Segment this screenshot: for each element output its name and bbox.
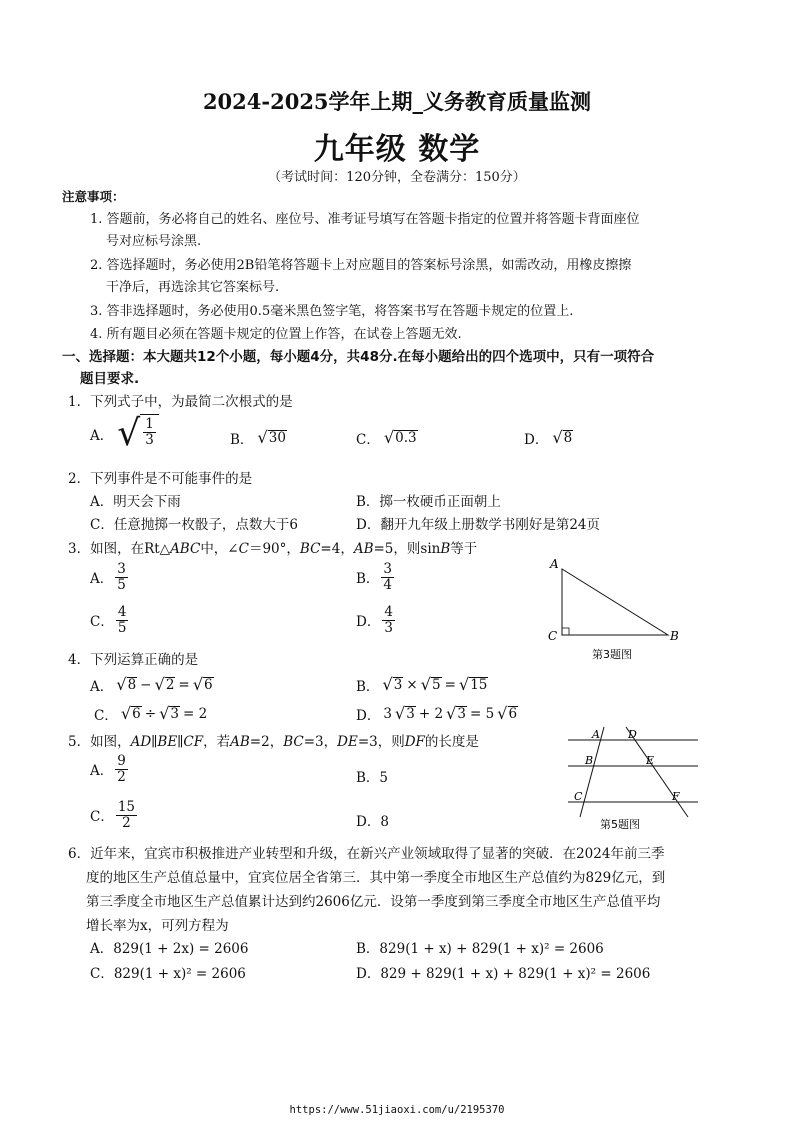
q5-label-b: B [585,754,594,767]
notes-heading: 注意事项： [62,189,125,204]
q3-stem: 3．如图，在Rt△ABC中，∠C＝90°，BC=4，AB=5，则sinB等于 [68,541,478,557]
note-line: 2. 答选择题时，务必使用2B铅笔将答题卡上对应题目的答案标号涂黑，如需改动，用橡皮擦擦 [90,258,632,273]
q1-stem: 1．下列式子中，为最简二次根式的是 [68,394,293,410]
q5-label-f: F [672,790,680,803]
q3-option-d: D． $\frac{4}{3}$ [356,604,393,636]
footer-url: https://www.51jiaoxi.com/u/2195370 [289,1104,505,1116]
q5-label-e: E [646,754,655,767]
q1-option-d: D． √ 8 [524,427,573,448]
q6-stem-line: 6．近年来，宜宾市积极推进产业转型和升级，在新兴产业领域取得了显著的突破．在2024年前三季 [68,846,665,862]
q5-caption: 第5题图 [600,818,640,831]
q5-label-a: A [592,728,600,741]
q3-label-b: B [670,629,679,643]
q1-option-b: B． √ 30 [230,427,286,448]
q6-option-d: D．829 + 829(1 + x) + 829(1 + x)² = 2606 [356,966,651,982]
right-angle-mark [562,628,569,635]
q3-option-c: C． $\frac{4}{5}$ [90,604,127,636]
note-line: 4. 所有题目必须在答题卡规定的位置上作答，在试卷上答题无效. [90,327,462,342]
q5-option-c: C． $\frac{15}{2}$ [90,799,136,831]
q2-option-d: D．翻开九年级上册数学书刚好是第24页 [356,517,601,533]
q5-label-c: C [574,790,583,803]
q1-option-c: C． √ 0.3 [356,427,417,448]
q2-option-a: A．明天会下雨 [90,494,181,510]
q5-figure [560,725,710,835]
q2-option-c: C．任意抛掷一枚骰子，点数大于6 [90,517,298,533]
section1-heading: 一、选择题：本大题共12个小题，每小题4分，共48分.在每小题给出的四个选项中，只有一项符合 [62,349,655,365]
q3-figure [540,555,690,665]
q5-label-d: D [628,728,637,741]
q4-option-c: C． √ 6 ÷ √ 3 = 2 [94,703,208,724]
q5-stem: 5．如图，AD∥BE∥CF，若AB=2，BC=3，DE=3，则DF的长度是 [68,734,479,750]
q3-triangle [562,569,668,635]
section1-heading-cont: 题目要求. [80,371,140,387]
q6-stem-line: 度的地区生产总值总量中，宜宾位居全省第三．其中第一季度全市地区生产总值约为829亿元，到 [86,870,666,886]
q5-option-b: B．5 [356,770,389,786]
q4-option-b: B． √ 3 × √ 5 = √ 15 [356,674,488,695]
exam-subject: 九年级 数学 [313,132,481,167]
exam-info: （考试时间：120分钟，全卷满分：150分） [268,170,526,185]
q4-stem: 4．下列运算正确的是 [68,652,199,668]
note-line: 号对应标号涂黑. [106,234,202,249]
exam-title: 2024-2025学年上期_义务教育质量监测 [202,89,592,114]
note-line: 1. 答题前，务必将自己的姓名、座位号、准考证号填写在答题卡指定的位置并将答题卡背面座位 [90,212,640,227]
q5-option-d: D．8 [356,814,389,830]
q4-option-a: A． √ 8 − √ 2 = √ 6 [90,674,213,695]
note-line: 干净后，再选涂其它答案标号. [106,280,280,295]
q6-stem-line: 增长率为x，可列方程为 [86,918,229,934]
q4-option-d: D． 3 √ 3 + 2 √ 3 = 5 √ 6 [356,703,518,724]
q5-option-a: A． $\frac{9}{2}$ [90,753,126,785]
q1-option-a: A． √ $\frac{1}{3}$ [90,414,159,454]
q6-option-a: A．829(1 + 2x) = 2606 [90,941,249,957]
q3-option-a: A． $\frac{3}{5}$ [90,561,126,593]
q3-label-a: A [550,557,559,571]
q3-option-b: B． $\frac{3}{4}$ [356,561,393,593]
q2-option-b: B．掷一枚硬币正面朝上 [356,494,501,510]
q3-label-c: C [548,629,558,643]
q3-caption: 第3题图 [592,648,632,661]
q6-option-b: B．829(1 + x) + 829(1 + x)² = 2606 [356,941,604,957]
q2-stem: 2．下列事件是不可能事件的是 [68,471,253,487]
q6-option-c: C．829(1 + x)² = 2606 [90,966,246,982]
note-line: 3. 答非选择题时，务必使用0.5毫米黑色签字笔，将答案书写在答题卡规定的位置上. [90,304,574,319]
q6-stem-line: 第三季度全市地区生产总值累计达到约2606亿元．设第一季度到第三季度全市地区生产总值平均 [86,894,661,910]
